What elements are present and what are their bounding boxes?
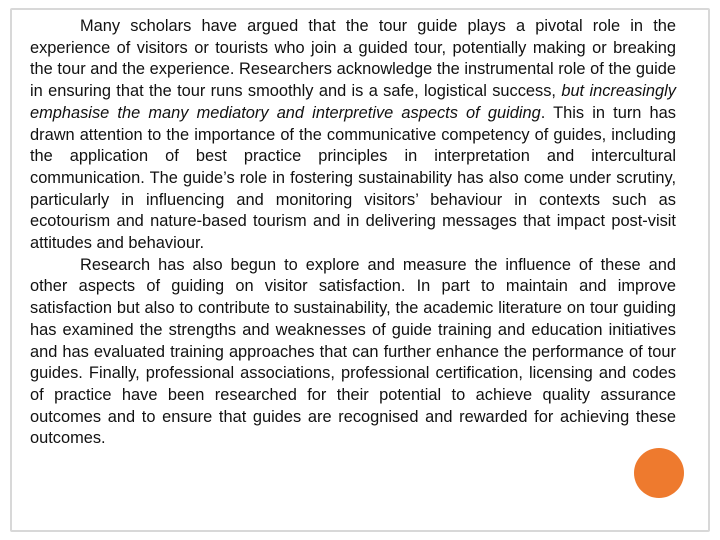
- paragraph-1: [30, 16, 676, 255]
- body-text: [30, 16, 676, 450]
- paragraph-1-text-start: Many scholars have argued that the tour guide plays a pivotal role in the experience of visitors or tourists who join a guided tour, potentially making or breaking the tour and the experience. Researchers acknowledge the instrumental role of the guide in ensuring that the tour runs smoothly and is a safe, logistical success,: [30, 17, 676, 101]
- accent-circle: [634, 448, 684, 498]
- paragraph-2: Research has also begun to explore and measure the influence of these and other aspects of guiding on visitor satisfaction. In part to maintain and improve satisfaction but also to contribute to sustainability, the academic literature on tour guiding has examined the strengths and weaknesses of guide training and education initiatives and has evaluated training approaches that can further enhance the performance of tour guides. Finally, professional associations, professional certification, licensing and codes of practice have been researched for their potential to achieve quality assurance outcomes and to ensure that guides are recognised and rewarded for achieving these outcomes.: [30, 255, 676, 448]
- paragraph-1-italic-text: but increasingly emphasise the many mediatory and interpretive aspects of guiding: [30, 82, 676, 122]
- paragraph-1-text-end: . This in turn has drawn attention to the importance of the communicative competency of guides, including the application of best practice principles in interpretation and intercultural communication. The guide’s role in fostering sustainability has also come under scrutiny, particularly in influencing and monitoring visitors’ behaviour in contexts such as ecotourism and nature-based tourism and in delivering messages that impact post-visit attitudes and behaviour.: [30, 103, 676, 253]
